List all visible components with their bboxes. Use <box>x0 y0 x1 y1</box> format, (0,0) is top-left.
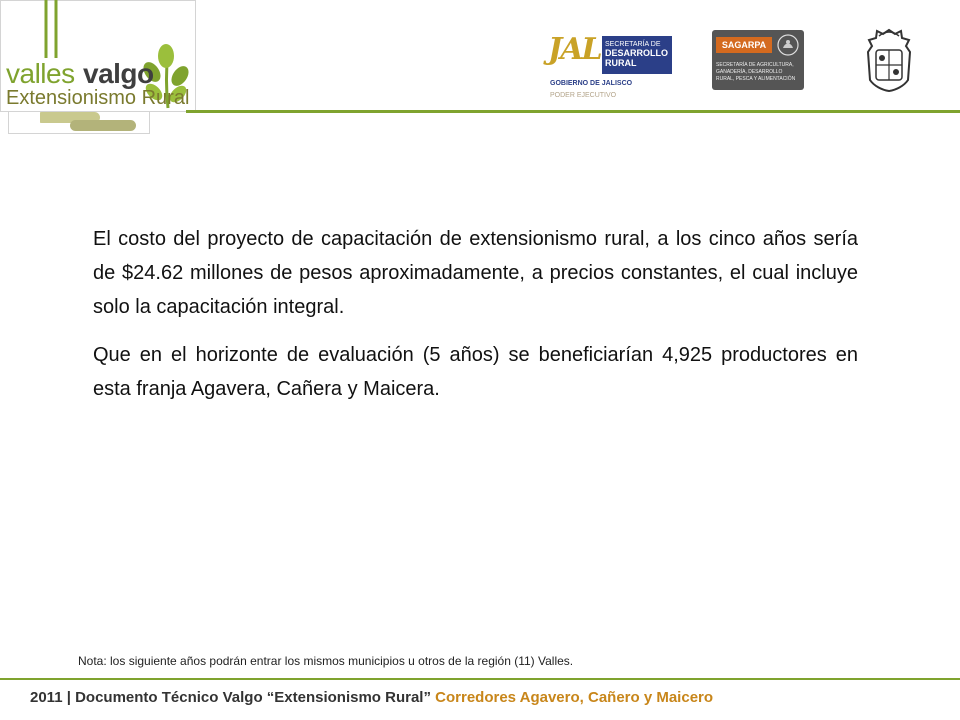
jalisco-logo-panel <box>602 36 672 74</box>
jalisco-gov-label: GOBIERNO DE JALISCO <box>550 80 633 87</box>
footer <box>30 689 713 706</box>
footer-title: 2011 | Documento Técnico Valgo “Extensionismo Rural” <box>30 689 431 706</box>
jalisco-panel-line1: SECRETARÍA DE <box>605 41 661 48</box>
sagarpa-description: SECRETARÍA DE AGRICULTURA, GANADERÍA, DESARROLLO RURAL, PESCA Y ALIMENTACIÓN <box>716 62 796 82</box>
logo-word-valgo: valgo <box>83 58 154 89</box>
header-divider <box>186 110 960 113</box>
university-crest-icon <box>864 28 914 92</box>
jalisco-gov-sub-label: PODER EJECUTIVO <box>550 92 617 99</box>
footer-divider <box>0 678 960 680</box>
eagle-emblem-icon <box>776 34 800 56</box>
logo-word-valles: valles <box>6 58 75 89</box>
sagarpa-logo <box>712 30 804 90</box>
jalisco-panel-line2: DESARROLLO RURAL <box>605 48 668 68</box>
footer-accent: Corredores Agavero, Cañero y Maicero <box>435 689 714 706</box>
footnote: Nota: los siguiente años podrán entrar los mismos municipios u otros de la región (11) Valles. <box>78 654 574 668</box>
logo-subtitle: Extensionismo Rural <box>6 87 190 109</box>
cost-paragraph: El costo del proyecto de capacitación de extensionismo rural, a los cinco años sería de $24.62 millones de pesos aproximadamente, a precios constantes, el cual incluye solo la capacitación integral. <box>93 228 858 318</box>
jalisco-logo-letters: JAL <box>548 32 601 67</box>
beneficiaries-paragraph: Que en el horizonte de evaluación (5 años) se beneficiarían 4,925 productores en esta franja Agavera, Cañera y Maicera. <box>93 344 858 400</box>
main-content <box>93 222 858 420</box>
jalisco-logo <box>548 30 672 104</box>
sagarpa-name: SAGARPA <box>716 37 772 53</box>
